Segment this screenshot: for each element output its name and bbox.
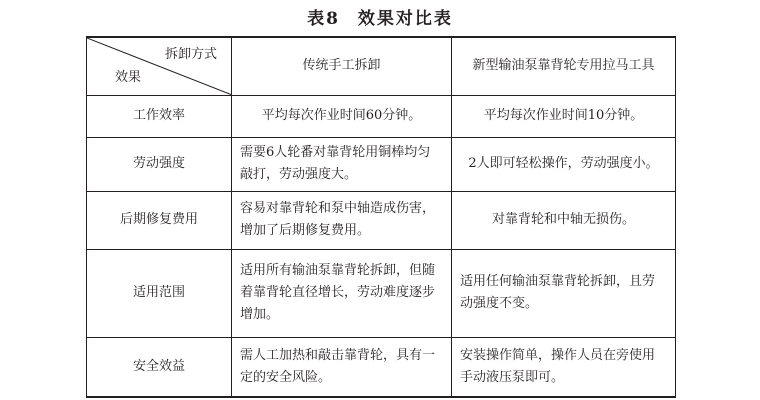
diagonal-header-cell	[87, 37, 232, 95]
new-tool-cell: 平均每次作业时间10分钟。	[452, 95, 676, 137]
diag-header-method: 拆卸方式	[164, 47, 217, 62]
traditional-cell: 平均每次作业时间60分钟。	[232, 95, 452, 137]
table-row	[87, 337, 676, 397]
new-tool-cell: 2人即可轻松操作，劳动强度小。	[452, 137, 676, 191]
row-label: 安全效益	[87, 337, 232, 397]
column-header-new-tool: 新型输油泵靠背轮专用拉马工具	[452, 37, 676, 95]
traditional-cell: 容易对靠背轮和泵中轴造成伤害，增加了后期修复费用。	[232, 191, 452, 249]
table-row	[87, 95, 676, 137]
diag-header-effect: 效果	[115, 69, 142, 85]
table-number: 表8	[307, 9, 340, 29]
new-tool-cell: 适用任何输油泵靠背轮拆卸，且劳动强度不变。	[452, 249, 676, 337]
row-label: 工作效率	[87, 95, 232, 137]
traditional-cell: 需人工加热和敲击靠背轮，具有一定的安全风险。	[232, 337, 452, 397]
traditional-cell: 需要6人轮番对靠背轮用铜棒均匀敲打，劳动强度大。	[232, 137, 452, 191]
row-label: 后期修复费用	[87, 191, 232, 249]
column-header-traditional: 传统手工拆卸	[232, 37, 452, 95]
table-title-text: 效果对比表	[357, 9, 453, 29]
new-tool-cell: 对靠背轮和中轴无损伤。	[452, 191, 676, 249]
header-row	[87, 37, 676, 95]
row-label: 劳动强度	[87, 137, 232, 191]
traditional-cell: 适用所有输油泵靠背轮拆卸，但随着靠背轮直径增长，劳动难度逐步增加。	[232, 249, 452, 337]
table-row	[87, 249, 676, 337]
row-label: 适用范围	[87, 249, 232, 337]
table-title	[0, 4, 760, 29]
new-tool-cell: 安装操作简单，操作人员在旁使用手动液压泵即可。	[452, 337, 676, 397]
table-row	[87, 137, 676, 191]
table-row	[87, 191, 676, 249]
comparison-table	[86, 36, 676, 398]
